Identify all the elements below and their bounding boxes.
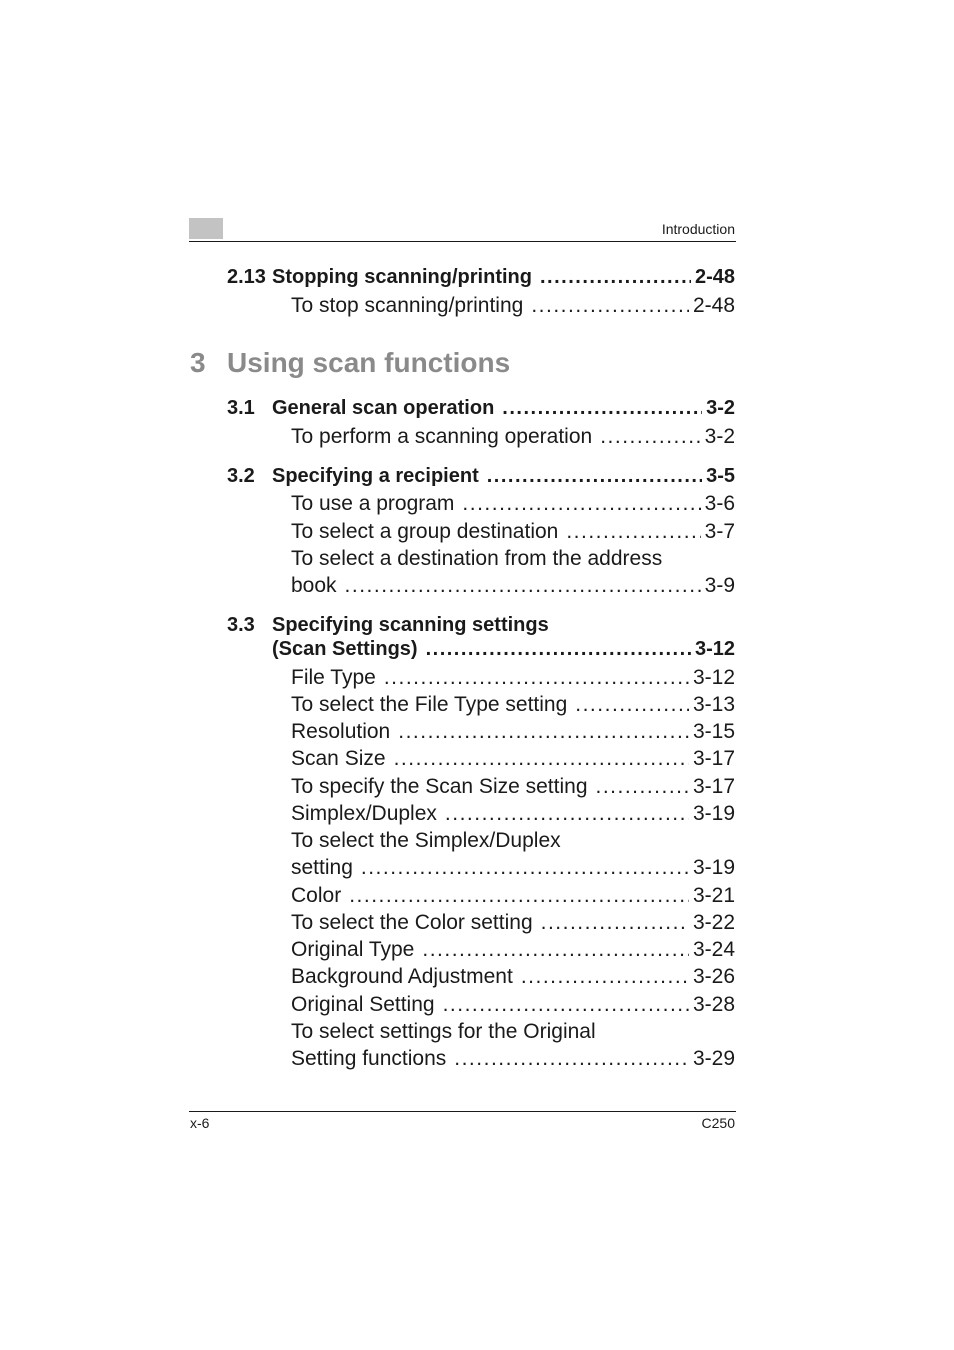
entry-title: To specify the Scan Size setting xyxy=(291,775,588,798)
page-number: 3-13 xyxy=(692,693,735,716)
footer-page-number: x-6 xyxy=(190,1115,210,1131)
dot-leader xyxy=(349,883,689,909)
dot-leader xyxy=(487,463,702,489)
entry-title: Original Setting xyxy=(291,993,435,1016)
page-number: 3-7 xyxy=(704,520,735,543)
page-number: 3-2 xyxy=(704,425,735,448)
page-number: 3-9 xyxy=(704,574,735,597)
toc-entry[interactable] xyxy=(291,774,735,800)
header-tab-marker xyxy=(189,218,223,239)
toc-entry-title-line[interactable]: To select a destination from the address xyxy=(291,547,663,570)
dot-leader xyxy=(596,774,689,800)
toc-entry[interactable] xyxy=(291,519,735,545)
entry-title: To use a program xyxy=(291,492,455,515)
toc-entry[interactable] xyxy=(291,293,735,319)
footer-rule xyxy=(189,1111,736,1112)
entry-title: Original Type xyxy=(291,938,415,961)
toc-entry[interactable] xyxy=(291,964,735,990)
page-number: 3-12 xyxy=(694,638,735,660)
dot-leader xyxy=(600,424,700,450)
section-number: 3.1 xyxy=(227,397,255,419)
toc-section-2-13[interactable] xyxy=(227,264,735,290)
dot-leader xyxy=(462,491,700,517)
page-number: 3-5 xyxy=(706,465,735,487)
section-title: Stopping scanning/printing xyxy=(272,266,532,288)
toc-entry[interactable] xyxy=(291,801,735,827)
entry-title: Scan Size xyxy=(291,747,386,770)
page-number: 3-19 xyxy=(692,802,735,825)
entry-title: To select a group destination xyxy=(291,520,559,543)
toc-entry[interactable] xyxy=(291,883,735,909)
dot-leader xyxy=(398,719,689,745)
page-number: 3-17 xyxy=(692,775,735,798)
entry-title: Setting functions xyxy=(291,1047,447,1070)
section-number: 3.3 xyxy=(227,614,255,636)
chapter-title: Using scan functions xyxy=(227,347,511,378)
toc-entry[interactable] xyxy=(291,855,735,881)
header-title: Introduction xyxy=(661,221,735,237)
toc-entry[interactable] xyxy=(291,937,735,963)
toc-section-3-3-line2[interactable] xyxy=(272,636,735,662)
toc-entry[interactable] xyxy=(291,573,735,599)
dot-leader xyxy=(541,910,689,936)
toc-entry[interactable] xyxy=(291,992,735,1018)
entry-title: File Type xyxy=(291,666,376,689)
entry-title: Simplex/Duplex xyxy=(291,802,437,825)
section-title: Specifying scanning settings xyxy=(272,614,549,636)
section-title: (Scan Settings) xyxy=(272,638,418,660)
dot-leader xyxy=(445,801,689,827)
header-rule xyxy=(189,241,736,242)
entry-title: To select the Color setting xyxy=(291,911,533,934)
footer-model: C250 xyxy=(701,1115,735,1131)
page-number: 3-6 xyxy=(704,492,735,515)
dot-leader xyxy=(443,992,689,1018)
section-number: 2.13 xyxy=(227,266,266,288)
page-number: 2-48 xyxy=(694,266,735,288)
toc-section-3-3-line1[interactable] xyxy=(227,612,549,638)
section-number: 3.2 xyxy=(227,465,255,487)
entry-title: To select the File Type setting xyxy=(291,693,568,716)
toc-entry[interactable] xyxy=(291,719,735,745)
entry-title: To perform a scanning operation xyxy=(291,425,593,448)
dot-leader xyxy=(521,964,689,990)
page-number: 3-28 xyxy=(692,993,735,1016)
entry-title: Background Adjustment xyxy=(291,965,513,988)
dot-leader xyxy=(361,855,689,881)
page-number: 3-15 xyxy=(692,720,735,743)
entry-title: Color xyxy=(291,884,342,907)
page-number: 3-12 xyxy=(692,666,735,689)
section-title: General scan operation xyxy=(272,397,495,419)
chapter-number: 3 xyxy=(190,347,206,378)
dot-leader xyxy=(345,573,701,599)
dot-leader xyxy=(566,519,700,545)
toc-section-3-2[interactable] xyxy=(227,463,735,489)
chapter-heading xyxy=(190,345,510,381)
dot-leader xyxy=(426,636,691,662)
dot-leader xyxy=(575,692,689,718)
page-number: 2-48 xyxy=(692,294,735,317)
toc-entry-title-line[interactable]: To select the Simplex/Duplex xyxy=(291,829,561,852)
toc-entry[interactable] xyxy=(291,692,735,718)
toc-entry[interactable] xyxy=(291,665,735,691)
page-number: 3-19 xyxy=(692,856,735,879)
entry-title: book xyxy=(291,574,337,597)
toc-entry-title-line[interactable]: To select settings for the Original xyxy=(291,1020,596,1043)
dot-leader xyxy=(394,746,689,772)
page-number: 3-17 xyxy=(692,747,735,770)
page-number: 3-26 xyxy=(692,965,735,988)
dot-leader xyxy=(384,665,689,691)
dot-leader xyxy=(422,937,689,963)
dot-leader xyxy=(531,293,689,319)
entry-title: setting xyxy=(291,856,353,879)
toc-entry[interactable] xyxy=(291,491,735,517)
page-number: 3-24 xyxy=(692,938,735,961)
toc-entry[interactable] xyxy=(291,910,735,936)
toc-entry[interactable] xyxy=(291,1046,735,1072)
dot-leader xyxy=(454,1046,689,1072)
toc-entry[interactable] xyxy=(291,746,735,772)
toc-section-3-1[interactable] xyxy=(227,395,735,421)
entry-title: Resolution xyxy=(291,720,391,743)
section-title: Specifying a recipient xyxy=(272,465,479,487)
toc-entry[interactable] xyxy=(291,424,735,450)
page-number: 3-29 xyxy=(692,1047,735,1070)
page-number: 3-2 xyxy=(706,397,735,419)
page-number: 3-22 xyxy=(692,911,735,934)
entry-title: To stop scanning/printing xyxy=(291,294,524,317)
page-number: 3-21 xyxy=(692,884,735,907)
dot-leader xyxy=(502,395,702,421)
dot-leader xyxy=(540,264,691,290)
